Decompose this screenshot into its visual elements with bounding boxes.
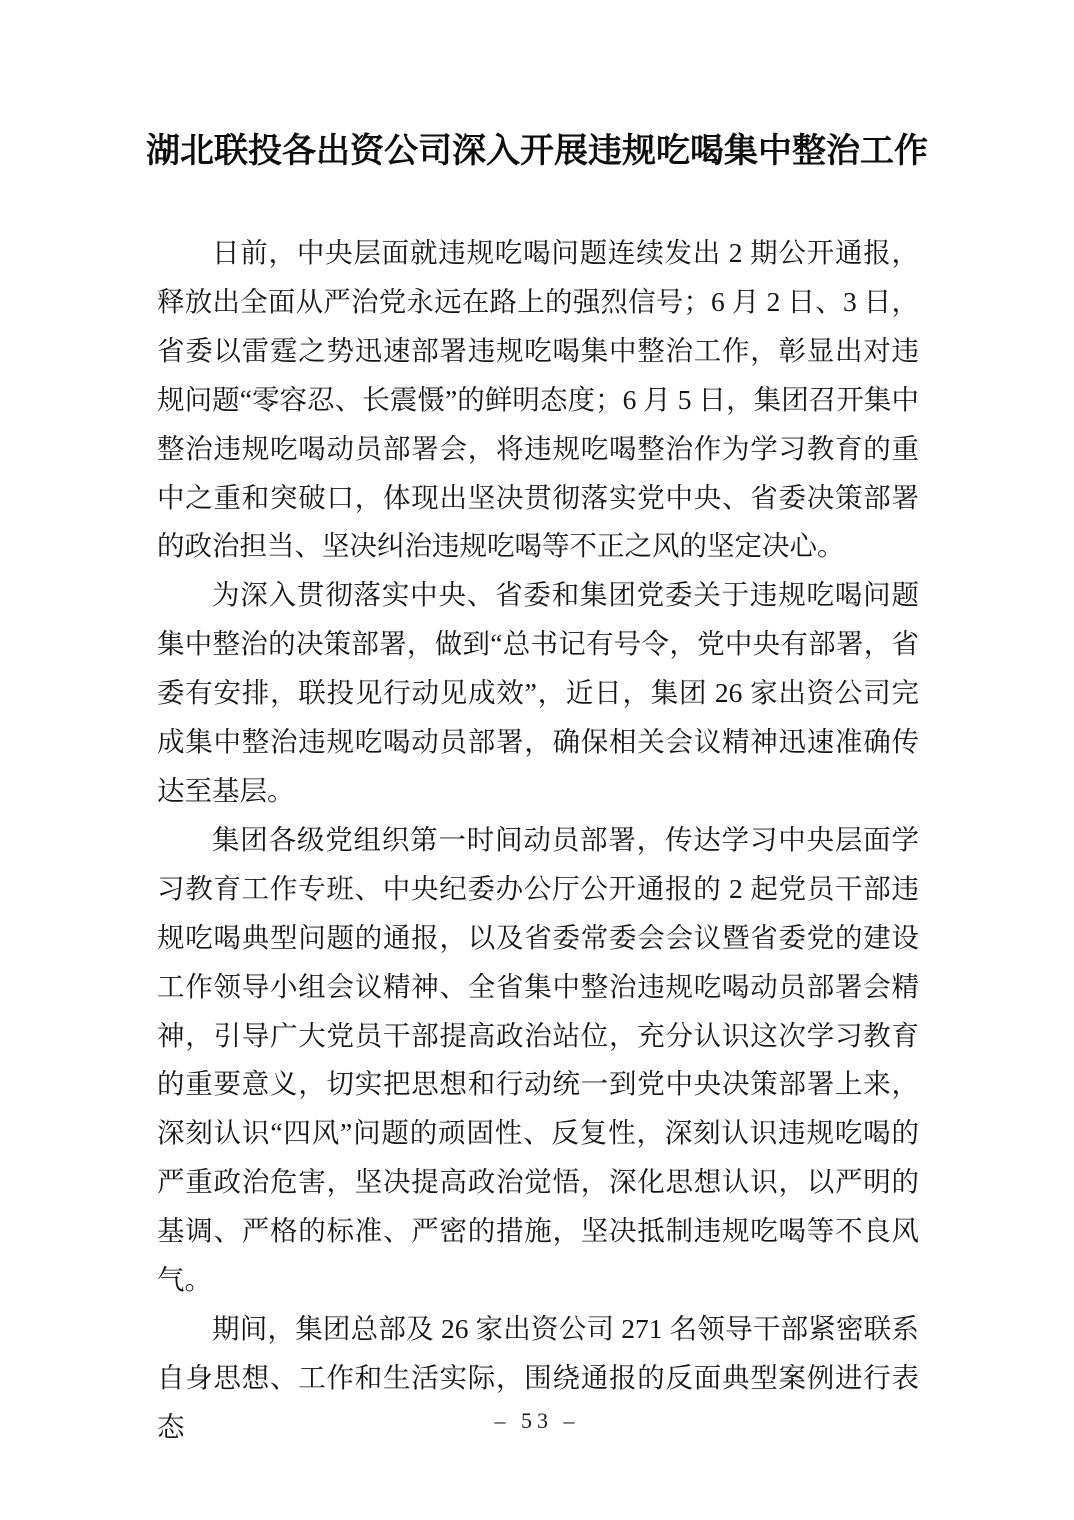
paragraph: 集团各级党组织第一时间动员部署，传达学习中央层面学习教育工作专班、中央纪委办公厅公开通报的 2 起党员干部违规吃喝典型问题的通报，以及省委常委会会议暨省委党的建设工作领导小组会议精神、全省集中整治违规吃喝动员部署会精神，引导广大党员干部提高政治站位，充分认识这次学习教育的重要意义，切实把思想和行动统一到党中央决策部署上来，深刻认识“四风”问题的顽固性、反复性，深刻认识违规吃喝的严重政治危害，坚决提高政治觉悟，深化思想认识，以严明的基调、严格的标准、严密的措施，坚决抵制违规吃喝等不良风气。 <box>157 823 919 1296</box>
page-number: – 53 – <box>494 1408 580 1433</box>
paragraph: 为深入贯彻落实中央、省委和集团党委关于违规吃喝问题集中整治的决策部署，做到“总书记有号令，党中央有部署，省委有安排，联投见行动见成效”，近日，集团 26 家出资公司完成集中整治违规吃喝动员部署，确保相关会议精神迅速准确传达至基层。 <box>157 579 919 806</box>
paragraph: 期间，集团总部及 26 家出资公司 271 名领导干部紧密联系自身思想、工作和生活实际，围绕通报的反面典型案例进行表态 <box>157 1312 919 1442</box>
paragraph: 日前，中央层面就违规吃喝问题连续发出 2 期公开通报，释放出全面从严治党永远在路上的强烈信号；6 月 2 日、3 日，省委以雷霆之势迅速部署违规吃喝集中整治工作，彰显出对违规问题“零容忍、长震慑”的鲜明态度；6 月 5 日，集团召开集中整治违规吃喝动员部署会，将违规吃喝整治作为学习教育的重中之重和突破口，体现出坚决贯彻落实党中央、省委决策部署的政治担当、坚决纠治违规吃喝等不正之风的坚定决心。 <box>157 237 919 562</box>
document-body <box>157 229 919 1452</box>
document-title: 湖北联投各出资公司深入开展违规吃喝集中整治工作 <box>146 133 928 170</box>
